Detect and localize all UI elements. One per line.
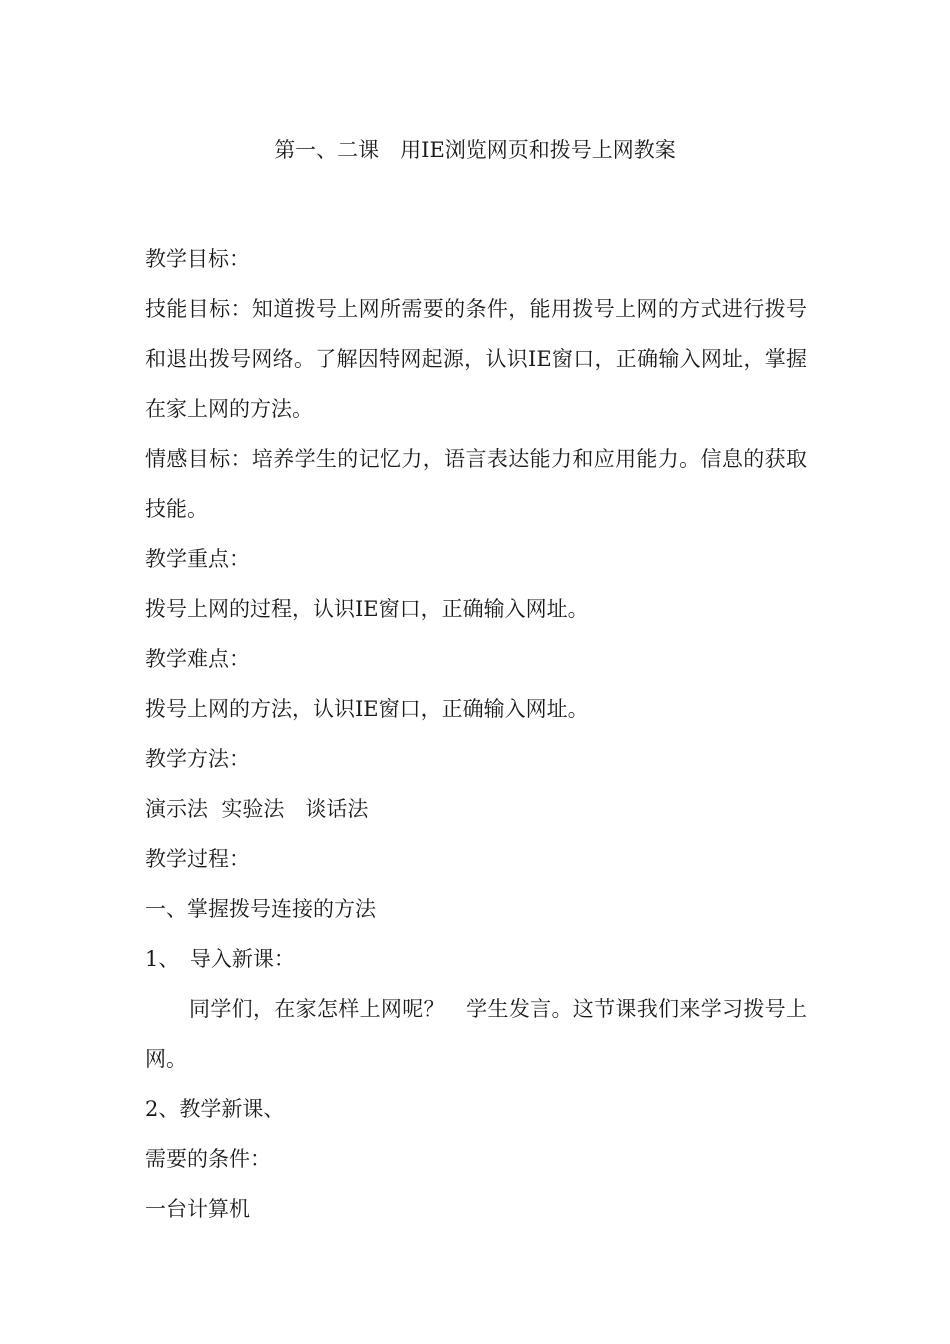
- document-body: [145, 234, 807, 1234]
- heading-teaching-process: 教学过程：: [145, 847, 250, 871]
- list-item-introduction: 1、 导入新课：: [145, 947, 295, 971]
- paragraph-teaching-focus: 拨号上网的过程，认识IE窗口，正确输入网址。: [145, 597, 589, 621]
- paragraph-emotion-goals: 情感目标：培养学生的记忆力，语言表达能力和应用能力。信息的获取技能。: [145, 447, 807, 521]
- paragraph-requirement-computer: 一台计算机: [145, 1197, 250, 1221]
- section-heading-dialup: 一、掌握拨号连接的方法: [145, 897, 376, 921]
- paragraph-teaching-methods: 演示法 实验法 谈话法: [145, 797, 369, 821]
- paragraph-skill-goals: 技能目标：知道拨号上网所需要的条件，能用拨号上网的方式进行拨号和退出拨号网络。了解因特网起源，认识IE窗口，正确输入网址，掌握在家上网的方法。: [145, 297, 807, 421]
- document-title: 第一、二课 用IE浏览网页和拨号上网教案: [274, 138, 676, 162]
- heading-teaching-goals: 教学目标：: [145, 247, 250, 271]
- list-item-new-lesson: 2、教学新课、: [145, 1097, 285, 1121]
- paragraph-teaching-difficulty: 拨号上网的方法，认识IE窗口，正确输入网址。: [145, 697, 589, 721]
- heading-teaching-methods: 教学方法：: [145, 747, 250, 771]
- heading-requirements: 需要的条件：: [145, 1147, 271, 1171]
- heading-teaching-difficulty: 教学难点：: [145, 647, 250, 671]
- heading-teaching-focus: 教学重点：: [145, 547, 250, 571]
- paragraph-introduction: 同学们，在家怎样上网呢？ 学生发言。这节课我们来学习拨号上网。: [145, 997, 807, 1071]
